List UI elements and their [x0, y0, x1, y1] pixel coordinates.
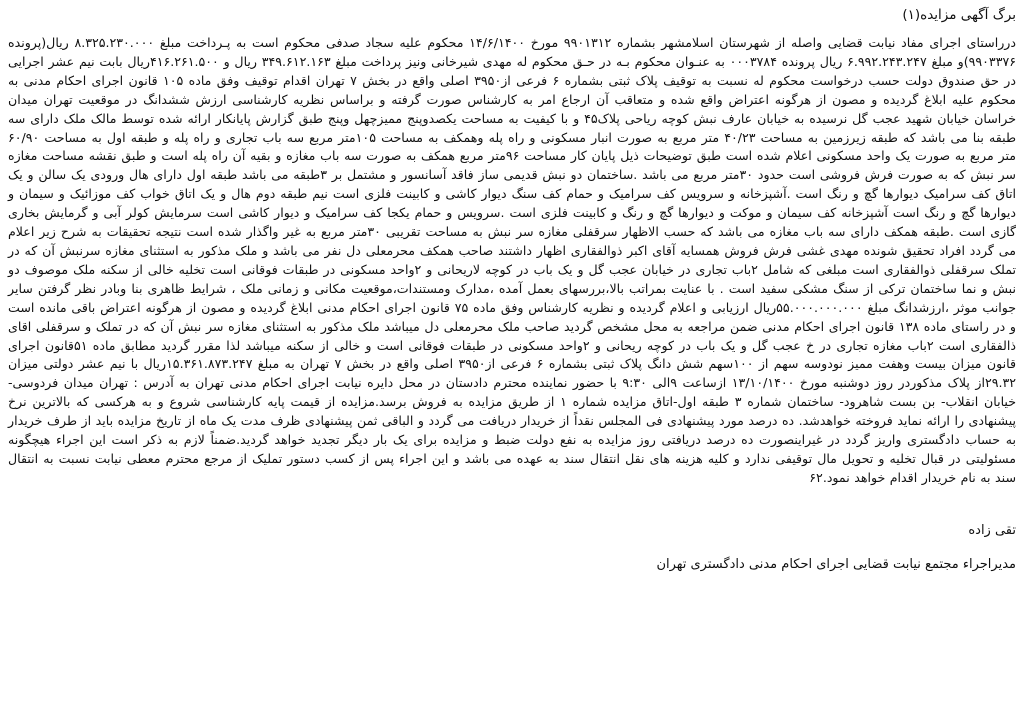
document-title: برگ آگهی مزایده(۱) [902, 7, 1016, 23]
signatory-title: مدیراجراء مجتمع نیابت قضایی اجرای احکام مدنی دادگستری تهران [656, 556, 1016, 572]
auction-notice-document [8, 6, 1016, 718]
signatory-name: تقی زاده [968, 522, 1016, 538]
document-body-paragraph: درراستای اجرای مفاد نیابت قضایی واصله از شهرستان اسلامشهر بشماره ۹۹۰۱۳۱۲ مورخ ۱۴/۶/۱۴۰۰ محکوم علیه سجاد صدفی محکوم است به پـرداخت مبلغ ۸.۳۲۵.۲۳۰.۰۰۰ ریال(پرونده ۹۹۰۳۳۷۶)و مبلغ ۶.۹۹۲.۲۴۳.۲۴۷ ریال پرونده ۰۰۰۳۷۸۴ به عنـوان محکوم بـه در حـق محکوم له مهدی شیرخانی ونیز پرداخت مبلغ ۳۴۹.۶۱۲.۱۶۳ ریال و ۴۱۶.۲۶۱.۵۰۰ریال بابت نیم عشر اجرایی در حق صندوق دولت حسب درخواست محکوم له نسبت به توقیف پلاک ثبتی بشماره ۶ فرعی از۳۹۵۰ اصلی واقع در بخش ۷ تهران اقدام توقیف وفق ماده ۱۰۵ قانون اجرای احکام مدنی به محکوم علیه ابلاغ گردیده و مصون از هرگونه اعتراض واقع شده و متعاقب آن ارجاع امر به کارشناس صورت گرفته و براساس نظریه کارشناسی ارزش ششدانگ در موقعیت تهران میدان خراسان خیابان شهید عجب گل نرسیده به خیابان عارف نبش کوچه ریاحی پلاک۴۵ و با کیفیت به مساحت یکصدوپنج ممیزچهل وپنج طبق گزارش پایانکار ارائه شده توسط مالک ملک دارای سه طبقه بنا می باشد که طبقه زیرزمین به مساحت ۴۰/۲۳ متر مربع به صورت انبار مسکونی و راه پله وهمکف به مساحت ۱۰۵متر مربع سه باب تجاری و راه پله و طبقه اول به مساحت ۶۰/۹۰ متر مربع به صورت یک واحد مسکونی اعلام شده است طبق توضیحات ذیل پایان کار مساحت ۹۶متر مربع همکف به صورت سه باب مغازه و بقیه آن راه پله است و طبق نقشه مساحت مغازه سر نبش که به صورت فرش فروشی است حدود ۳۰متر مربع می باشد .ساختمان دو نبش قدیمی ساز فاقد آسانسور و مشتمل بر ۳طبقه می باشد طبقه اول دارای هال ورودی یک سالن و یک اتاق کف سرامیک دیوارها گچ و رنگ است .آشپزخانه و سرویس کف سرامیک و حمام کف سنگ دیوار کاشی و کابینت فلزی است نیم طبقه دوم هال و یک اتاق خواب کف موزائیک و سیمان و دیوارها گچ و رنگ است آشپزخانه کف سیمان و موکت و دیوارها گچ و رنگ و کابینت فلزی است .سرویس و حمام یکجا کف سرامیک و دیوار کاشی است سرمایش کولر آبی و گرمایش بخاری گازی است .طبقه همکف دارای سه باب مغازه می باشد که حسب الاظهار سرقفلی مغازه سر نبش به مساحت تقریبی ۳۰متر مربع به غیر واگذار شده است نتیجه تحقیقات به شرح زیر اعلام می گردد افراد تحقیق شونده مهدی غشی فرش فروش همسایه آقای اکبر ذوالفقاری اظهار داشتند صاحب همکف محرمعلی دل نفر می باشد و ملک مذکور به استثنای مغازه سرنبش آن که در تملک سرقفلی ذوالفقاری است مبلغی که شامل ۲باب تجاری در خیابان عجب گل و یک باب در کوچه لاریحانی و ۲واحد مسکونی در طبقات فوقانی است تخلیه خالی از سکنه ملک موصوف دو نبش و نما ساختمان ترکی از سنگ مشکی سفید است . با عنایت بمراتب بالا،بررسهای بعمل آمده ،مدارک ومستندات،موقعیت مکانی و زمانی ملک ، شرایط ظاهری بنا وبادر نظر گرفتن سایر جوانب موثر ،ارزشدانگ مبلغ ۵۵.۰۰۰.۰۰۰.۰۰۰ریال ارزیابی و اعلام گردیده و نظریه کارشناس وفق ماده ۷۵ قانون اجرای احکام مدنی ابلاغ گردیده و مصون از هرگونه اعتراض باقی مانده است و در راستای ماده ۱۳۸ قانون اجرای احکام مدنی ضمن مراجعه به محل مشخص گردید صاحب ملک محرمعلی دل میباشد ملک مذکور به استثنای مغازه سر نبش آن که در تملک و سرقفلی اقای ذالفقاری است ۲باب مغازه تجاری در خ عجب گل و یک باب در کوچه ریحانی و ۲واحد مسکونی در طبقات فوقانی است و خالی از سکنه میباشد لذا مقرر گردید مطابق ماده ۵۱قانون اجرای قانون میزان بیست وهفت ممیز نودوسه سهم از ۱۰۰سهم شش دانگ پلاک ثبتی بشماره ۶ فرعی از۳۹۵۰ اصلی واقع در بخش ۷ تهران به مبلغ ۱۵.۳۶۱.۸۷۳.۲۴۷ریال با نیم عشر دولتی میزان ۲۹.۳۲از پلاک مذکوردر روز دوشنبه مورخ ۱۳/۱۰/۱۴۰۰ ازساعت ۹الی ۹:۳۰ با حضور نماینده محترم دادستان در محل دایره نیابت اجرای احکام مدنی تهران به آدرس : تهران میدان فردوسی- خیابان انقلاب- بن بست شاهرود- ساختمان شماره ۳ طبقه اول-اتاق مزایده شماره ۱ از طریق مزایده به فروش برسد.مزایده از قیمت پایه کارشناسی شروع و به هرکسی که بالاترین نرخ پیشنهادی را ارائه نماید فروخته خواهدشد. ده درصد مورد پیشنهادی فی المجلس نقداً از خریدار دریافت می گردد و الباقی ثمن پیشنهادی ظرف مدت یک ماه از تاریخ مزایده باید از طرف خریدار به حساب دادگستری واریز گردد در غیراینصورت ده درصد دریافتی روز مزایده به نفع دولت ضبط و مزایده برای یک بار دیگر تجدید خواهد گردید.ضمناً لازم به ذکر است این اجراء هیچگونه مسئولیتی در قبال تخلیه و تحویل مال توقیفی ندارد و کلیه هزینه های نقل انتقال سند به عهده می باشد و این اجراء پس از کسب دستور تملیک از مرجع محترم معطی نیابت نسبت به انتقال سند به نام خریدار اقدام خواهد نمود.۶۲ [8, 35, 1017, 485]
